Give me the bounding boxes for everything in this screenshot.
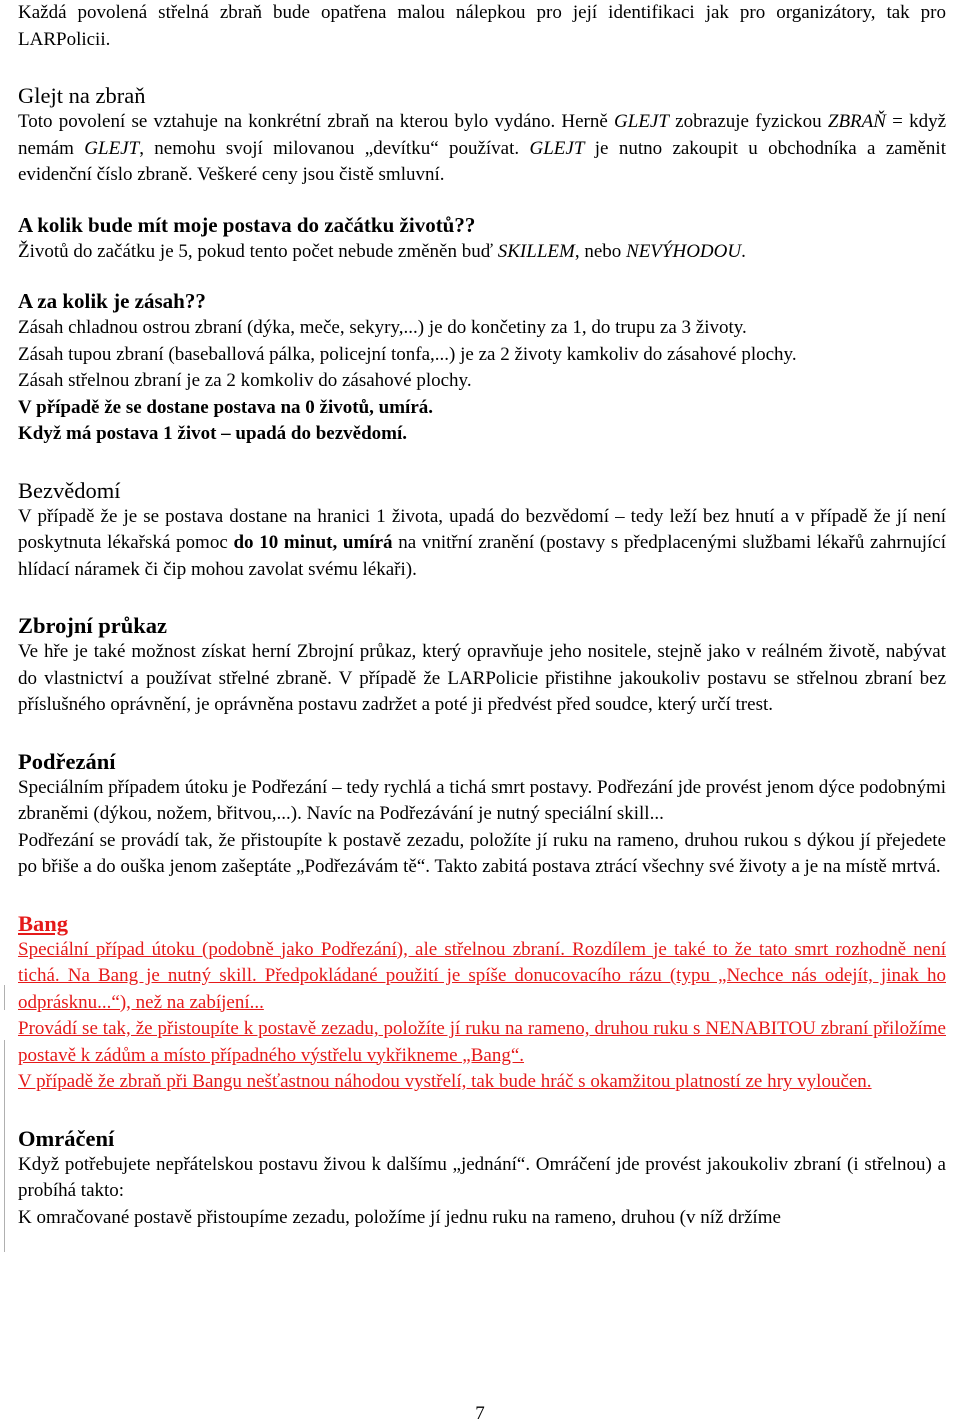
- omraceni-paragraph-2: K omračované postavě přistoupíme zezadu, položíme jí jednu ruku na rameno, druhou (v níž držíme: [18, 1206, 781, 1228]
- zasah-line-1: Zásah chladnou ostrou zbraní (dýka, meče, sekyry,...) je do končetiny za 1, do trupu za 3 životy.: [18, 317, 747, 338]
- zasah-death-rule: V případě že se dostane postava na 0 životů, umírá.: [18, 396, 434, 418]
- document-page: [18, 0, 946, 1231]
- glejt-heading: Glejt na zbraň: [18, 83, 146, 108]
- bezvedomi-paragraph: V případě že je se postava dostane na hranici 1 života, upadá do bezvědomí – tedy leží bez hnutí a v případě že jí není poskytnuta lékařská pomoc do 10 minut, umírá na vnitřní zranění (postavy s předplacenými službami lékařů zahrnující hlídací náramek či čip mohou zavolat svému lékaři).: [18, 505, 946, 580]
- podrezani-paragraph-1: Speciálním případem útoku je Podřezání – tedy rychlá a tichá smrt postavy. Podřezání jde provést jenom dýce podobnými zbraněmi (dýkou, nožem, břitvou,...). Navíc na Podřezávání je nutný speciální skill...: [18, 776, 946, 824]
- zivoty-paragraph: Životů do začátku je 5, pokud tento počet nebude změněn buď SKILLEM, nebo NEVÝHODOU.: [18, 240, 746, 262]
- zasah-heading: A za kolik je zásah??: [18, 289, 206, 313]
- podrezani-heading: Podřezání: [18, 748, 116, 774]
- zbrojni-paragraph: Ve hře je také možnost získat herní Zbrojní průkaz, který opravňuje jeho nositele, stejně jako v reálném životě, nabývat do vlastnictví a používat střelné zbraně. V případě že LARPolicie přistihne jakoukoliv postavu se střelnou zbraní bez příslušného oprávnění, je oprávněna postavu zadržet a poté ji předvést před soudce, který určí trest.: [18, 641, 946, 715]
- zbrojni-heading: Zbrojní průkaz: [18, 613, 167, 638]
- zasah-line-3: Zásah střelnou zbraní je za 2 komkoliv do zásahové plochy.: [18, 370, 472, 391]
- revision-bar: [4, 985, 5, 1010]
- omraceni-heading: Omráčení: [18, 1125, 115, 1151]
- bang-paragraph-3: V případě že zbraň při Bangu nešťastnou náhodou vystřelí, tak bude hráč s okamžitou platností ze hry vyloučen.: [18, 1071, 872, 1092]
- revision-bar: [4, 1040, 5, 1252]
- glejt-paragraph: Toto povolení se vztahuje na konkrétní zbraň na kterou bylo vydáno. Herně GLEJT zobrazuje fyzickou ZBRAŇ = když nemám GLEJT, nemohu svojí milovanou „devítku“ používat. GLEJT je nutno zakoupit u obchodníka a zaměnit evidenční číslo zbraně. Veškeré ceny jsou čistě smluvní.: [18, 111, 947, 185]
- zivoty-heading: A kolik bude mít moje postava do začátku životů??: [18, 212, 476, 237]
- intro-paragraph: Každá povolená střelná zbraň bude opatřena malou nálepkou pro její identifikaci jak pro organizátory, tak pro LARPolicii.: [18, 2, 946, 50]
- zasah-line-2: Zásah tupou zbraní (baseballová pálka, policejní tonfa,...) je za 2 životy kamkoliv do zásahové plochy.: [18, 343, 797, 365]
- omraceni-paragraph-1: Když potřebujete nepřátelskou postavu živou k dalšímu „jednání“. Omráčení jde provést jakoukoliv zbraní (i střelnou) a probíhá takto:: [18, 1153, 946, 1201]
- bang-heading: Bang: [18, 910, 69, 936]
- bang-paragraph-2: Provádí se tak, že přistoupíte k postavě zezadu, položíte jí ruku na rameno, druhou ruku s NENABITOU zbraní přiložíme postavě k zádům a místo případného výstřelu vykřikneme „Bang“.: [18, 1018, 946, 1066]
- page-number: 7: [475, 1403, 485, 1424]
- zasah-unconscious-rule: Když má postava 1 život – upadá do bezvědomí.: [18, 423, 407, 444]
- bezvedomi-heading: Bezvědomí: [18, 477, 121, 503]
- podrezani-paragraph-2: Podřezání se provádí tak, že přistoupíte k postavě zezadu, položíte jí ruku na rameno, druhou rukou s dýkou jí přejedete po břiše a do ouška jenom zašeptáte „Podřezávám tě“. Takto zabitá postava ztrácí všechny své životy a je na místě mrtvá.: [18, 829, 946, 877]
- bang-paragraph-1: Speciální případ útoku (podobně jako Podřezání), ale střelnou zbraní. Rozdílem je také to že tato smrt rozhodně není tichá. Na Bang je nutný skill. Předpokládané použití je spíše donucovacího rázu (typu „Nechce nás odejít, jinak ho odprásknu...“), než na zabíjení...: [18, 938, 946, 1013]
